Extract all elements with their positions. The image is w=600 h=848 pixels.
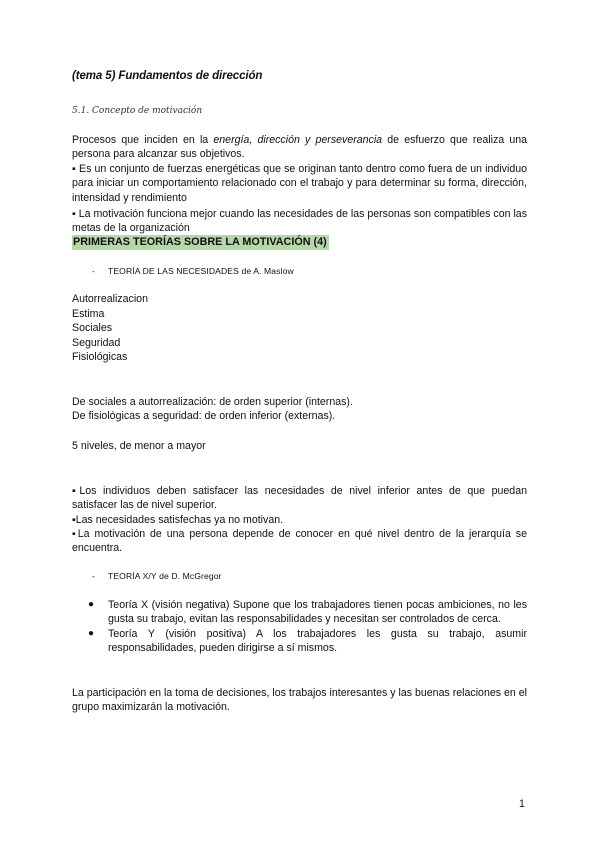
mcgregor-heading (92, 571, 222, 581)
intro-prefix: Procesos que inciden en la (72, 134, 214, 146)
dash-marker: - (92, 266, 95, 276)
maslow-point-1: ▪Los individuos deben satisfacer las necesidades de nivel inferior antes de que puedan satisfacer las de nivel superior. (72, 485, 527, 512)
need-item: Sociales (72, 322, 113, 335)
intro-suffix: de esfuerzo que realiza una persona para alcanzar sus objetivos. (72, 134, 527, 161)
definition-point-2: ▪ La motivación funciona mejor cuando las necesidades de las personas son compatibles con las metas de la organización (72, 208, 527, 235)
needs-list (72, 292, 148, 365)
maslow-heading-text: TEORÍA DE LAS NECESIDADES de A. Maslow (108, 266, 294, 276)
bullet-dot-icon: ● (88, 627, 95, 639)
order-inferior-text: De fisiológicas a seguridad: de orden inferior (externas). (72, 410, 336, 422)
document-title: (tema 5) Fundamentos de dirección (72, 70, 263, 82)
dash-marker: - (92, 571, 95, 581)
order-superior-text: De sociales a autorrealización: de orden superior (internas). (72, 396, 353, 408)
intro-emphasis: energía, dirección y perseverancia (213, 134, 383, 146)
need-item: Fisiológicas (72, 351, 128, 364)
bullet-dot-icon: ● (88, 599, 95, 610)
maslow-heading (92, 266, 294, 276)
bullet-item (80, 598, 527, 627)
need-item: Seguridad (72, 336, 121, 349)
intro-paragraph (72, 133, 527, 162)
mcgregor-bullet-list (80, 598, 527, 656)
mcgregor-heading-text: TEORÍA X/Y de D. McGregor (108, 571, 222, 581)
maslow-point-3: ▪La motivación de una persona depende de conocer en qué nivel dentro de la jerarquía se encuentra. (72, 528, 527, 555)
bullet-item (80, 627, 527, 656)
bullet-text: Teoría X (visión negativa) Supone que los trabajadores tienen pocas ambiciones, no les gusta su trabajo, evitan las responsabilidades y necesitan ser controlados de cerca. (108, 599, 527, 626)
bullet-text: Teoría Y (visión positiva) A los trabajadores les gusta su trabajo, asumir responsabilidades, pueden dirigirse a sí mismos. (108, 627, 527, 655)
page-number: 1 (519, 798, 525, 810)
section-heading-highlight: PRIMERAS TEORÍAS SOBRE LA MOTIVACIÓN (4) (73, 236, 327, 248)
need-item: Autorrealizacion (72, 293, 148, 305)
conclusion-paragraph: La participación en la toma de decisiones, los trabajos interesantes y las buenas relaciones en el grupo maximizarán la motivación. (72, 687, 527, 714)
definition-point-1: ▪ Es un conjunto de fuerzas energéticas que se originan tanto dentro como fuera de un individuo para iniciar un comportamiento relacionado con el trabajo y para determinar su forma, dirección, intensidad y rendimiento (72, 163, 527, 204)
need-item: Estima (72, 307, 105, 320)
levels-text: 5 niveles, de menor a mayor (72, 440, 206, 452)
section-subtitle: 5.1. Concepto de motivación (72, 106, 203, 116)
maslow-point-2: ▪Las necesidades satisfechas ya no motivan. (72, 514, 284, 526)
